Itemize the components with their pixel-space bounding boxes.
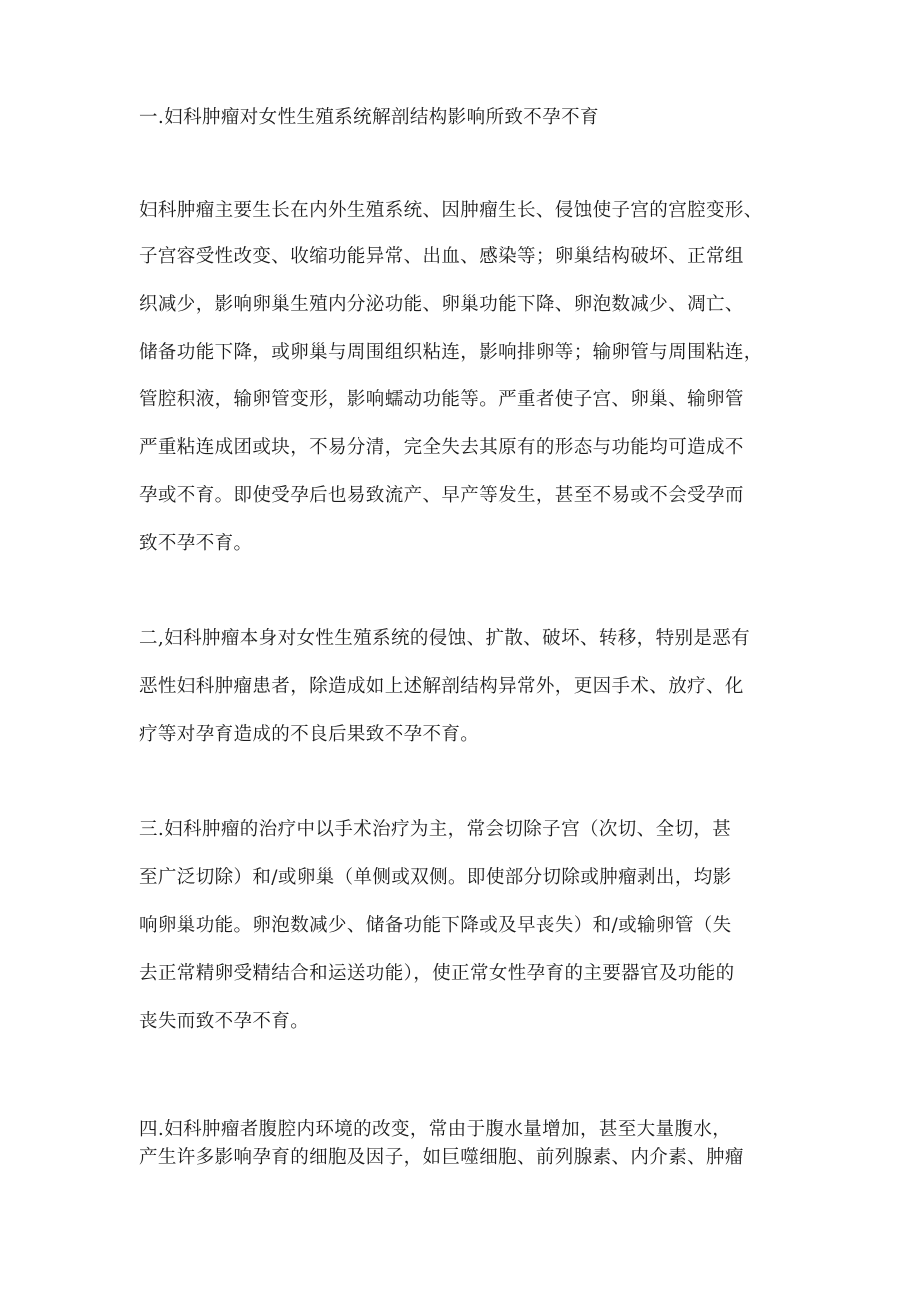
- paragraph-line: 四.妇科肿瘤者腹腔内环境的改变，常由于腹水量增加，甚至大量腹水，: [139, 1119, 732, 1140]
- paragraph-line: 产生许多影响孕育的细胞及因子，如巨噬细胞、前列腺素、内介素、肿瘤: [139, 1147, 744, 1168]
- paragraph-line: 至广泛切除）和/或卵巢（单侧或双侧。即使部分切除或肿瘤剥出，均影: [139, 867, 732, 888]
- paragraph-line: 疗等对孕育造成的不良后果致不孕不育。: [139, 724, 480, 745]
- paragraph-line: 严重粘连成团或块，不易分清，完全失去其原有的形态与功能均可造成不: [139, 437, 744, 458]
- paragraph-line: 子宫容受性改变、收缩功能异常、出血、感染等；卵巢结构破坏、正常组: [139, 246, 744, 267]
- paragraph-line: 响卵巢功能。卵泡数减少、储备功能下降或及早丧失）和/或输卵管（失: [139, 915, 732, 936]
- paragraph-line: 二,妇科肿瘤本身对女性生殖系统的侵蚀、扩散、破坏、转移，特别是恶有: [139, 628, 751, 649]
- paragraph-line: 储备功能下降，或卵巢与周围组织粘连，影响排卵等；输卵管与周围粘连，: [139, 342, 763, 363]
- paragraph-line: 恶性妇科肿瘤患者，除造成如上述解剖结构异常外，更因手术、放疗、化: [139, 676, 744, 697]
- paragraph-line: 致不孕不育。: [139, 533, 253, 554]
- paragraph-line: 织减少，影响卵巢生殖内分泌功能、卵巢功能下降、卵泡数减少、凋亡、: [139, 294, 744, 315]
- paragraph-line: 丧失而致不孕不育。: [139, 1011, 310, 1032]
- paragraph-line: 妇科肿瘤主要生长在内外生殖系统、因肿瘤生长、侵蚀使子宫的宫腔变形、: [139, 200, 763, 221]
- paragraph-line: 三.妇科肿瘤的治疗中以手术治疗为主，常会切除子宫（次切、全切，甚: [139, 819, 732, 840]
- section-1-heading: 一.妇科肿瘤对女性生殖系统解剖结构影响所致不孕不育: [139, 107, 599, 128]
- paragraph-line: 去正常精卵受精结合和运送功能），使正常女性孕育的主要器官及功能的: [139, 963, 735, 984]
- paragraph-line: 管腔积液，输卵管变形，影响蠕动功能等。严重者使子宫、卵巢、输卵管: [139, 389, 744, 410]
- paragraph-line: 孕或不育。即使受孕后也易致流产、早产等发生，甚至不易或不会受孕而: [139, 485, 744, 506]
